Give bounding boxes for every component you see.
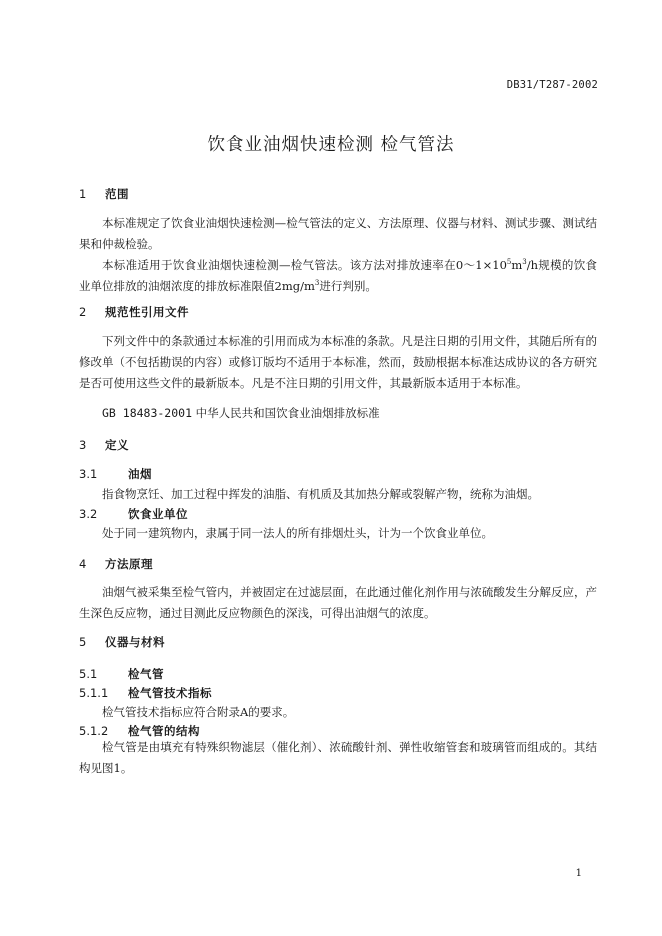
subsection-title: 检气管: [128, 667, 165, 681]
subsection-title: 油烟: [128, 467, 153, 481]
definition-3-1-text: 指食物烹饪、加工过程中挥发的油脂、有机质及其加热分解或裂解产物，统称为油烟。: [102, 487, 539, 501]
reference-title: 中华人民共和国饮食业油烟排放标准: [195, 406, 380, 420]
subsection-5-1-heading: [79, 666, 164, 682]
subsection-number: 5.1.2: [79, 724, 109, 738]
subsection-title: 饮食业单位: [128, 507, 189, 521]
section-5-heading: [79, 634, 165, 650]
section-2-heading: [79, 304, 189, 320]
section-title: 定义: [105, 438, 130, 452]
subsection-number: 5.1: [79, 667, 98, 681]
subsection-number: 3.2: [79, 507, 98, 521]
reference-code: GB 18483-2001: [102, 406, 193, 420]
section-title: 范围: [105, 187, 130, 201]
section-number: 4: [79, 557, 87, 571]
subsection-title: 检气管的结构: [128, 724, 201, 738]
document-title: 饮食业油烟快速检测 检气管法: [207, 135, 455, 155]
section-2-paragraph: 下列文件中的条款通过本标准的引用而成为本标准的条款。凡是注日期的引用文件，其随后所有的修改单（不包括勘误的内容）或修订版均不适用于本标准，然而，鼓励根据本标准达成协议的各方研究是否可使用这些文件的最新版本。凡是不注日期的引用文件，其最新版本适用于本标准。: [79, 334, 597, 390]
section-1-paragraph-1: 本标准规定了饮食业油烟快速检测—检气管法的定义、方法原理、仪器与材料、测试步骤、测试结果和仲裁检验。: [79, 216, 597, 251]
section-1-heading: [79, 186, 129, 202]
subsection-5-1-1-heading: [79, 685, 212, 701]
section-4-heading: [79, 556, 153, 572]
section-3-heading: [79, 437, 129, 453]
section-title: 规范性引用文件: [105, 305, 190, 319]
subsection-title: 检气管技术指标: [128, 686, 213, 700]
subsection-number: 5.1.1: [79, 686, 109, 700]
definition-3-2-text: 处于同一建筑物内，隶属于同一法人的所有排烟灶头，计为一个饮食业单位。: [102, 526, 493, 540]
section-4-paragraph: 油烟气被采集至检气管内，并被固定在过滤层面，在此通过催化剂作用与浓硫酸发生分解反应，产生深色反应物，通过目测此反应物颜色的深浅，可得出油烟气的浓度。: [79, 585, 597, 620]
subsection-3-2-heading: [79, 506, 188, 522]
page-number: 1: [575, 868, 582, 879]
section-number: 1: [79, 187, 87, 201]
section-number: 2: [79, 305, 87, 319]
normative-reference: [102, 405, 380, 421]
standard-code: DB31/T287-2002: [506, 79, 598, 91]
section-number: 5: [79, 635, 87, 649]
section-title: 方法原理: [105, 557, 154, 571]
section-1-paragraph-2: 本标准适用于饮食业油烟快速检测—检气管法。该方法对排放速率在$0\sim 1\times 10^5m^3/h$规模的饮食业单位排放的油烟浓度的排放标准限值$2mg/m^3$进行判别。: [79, 258, 597, 293]
section-number: 3: [79, 438, 87, 452]
subsection-number: 3.1: [79, 467, 98, 481]
subsection-3-1-heading: [79, 466, 152, 482]
subsection-5-1-2-text: 检气管是由填充有特殊织物滤层（催化剂）、浓硫酸针剂、弹性收缩管套和玻璃管而组成的。其结构见图1。: [79, 740, 597, 775]
section-title: 仪器与材料: [105, 635, 166, 649]
subsection-5-1-1-text: 检气管技术指标应符合附录A的要求。: [102, 705, 295, 719]
